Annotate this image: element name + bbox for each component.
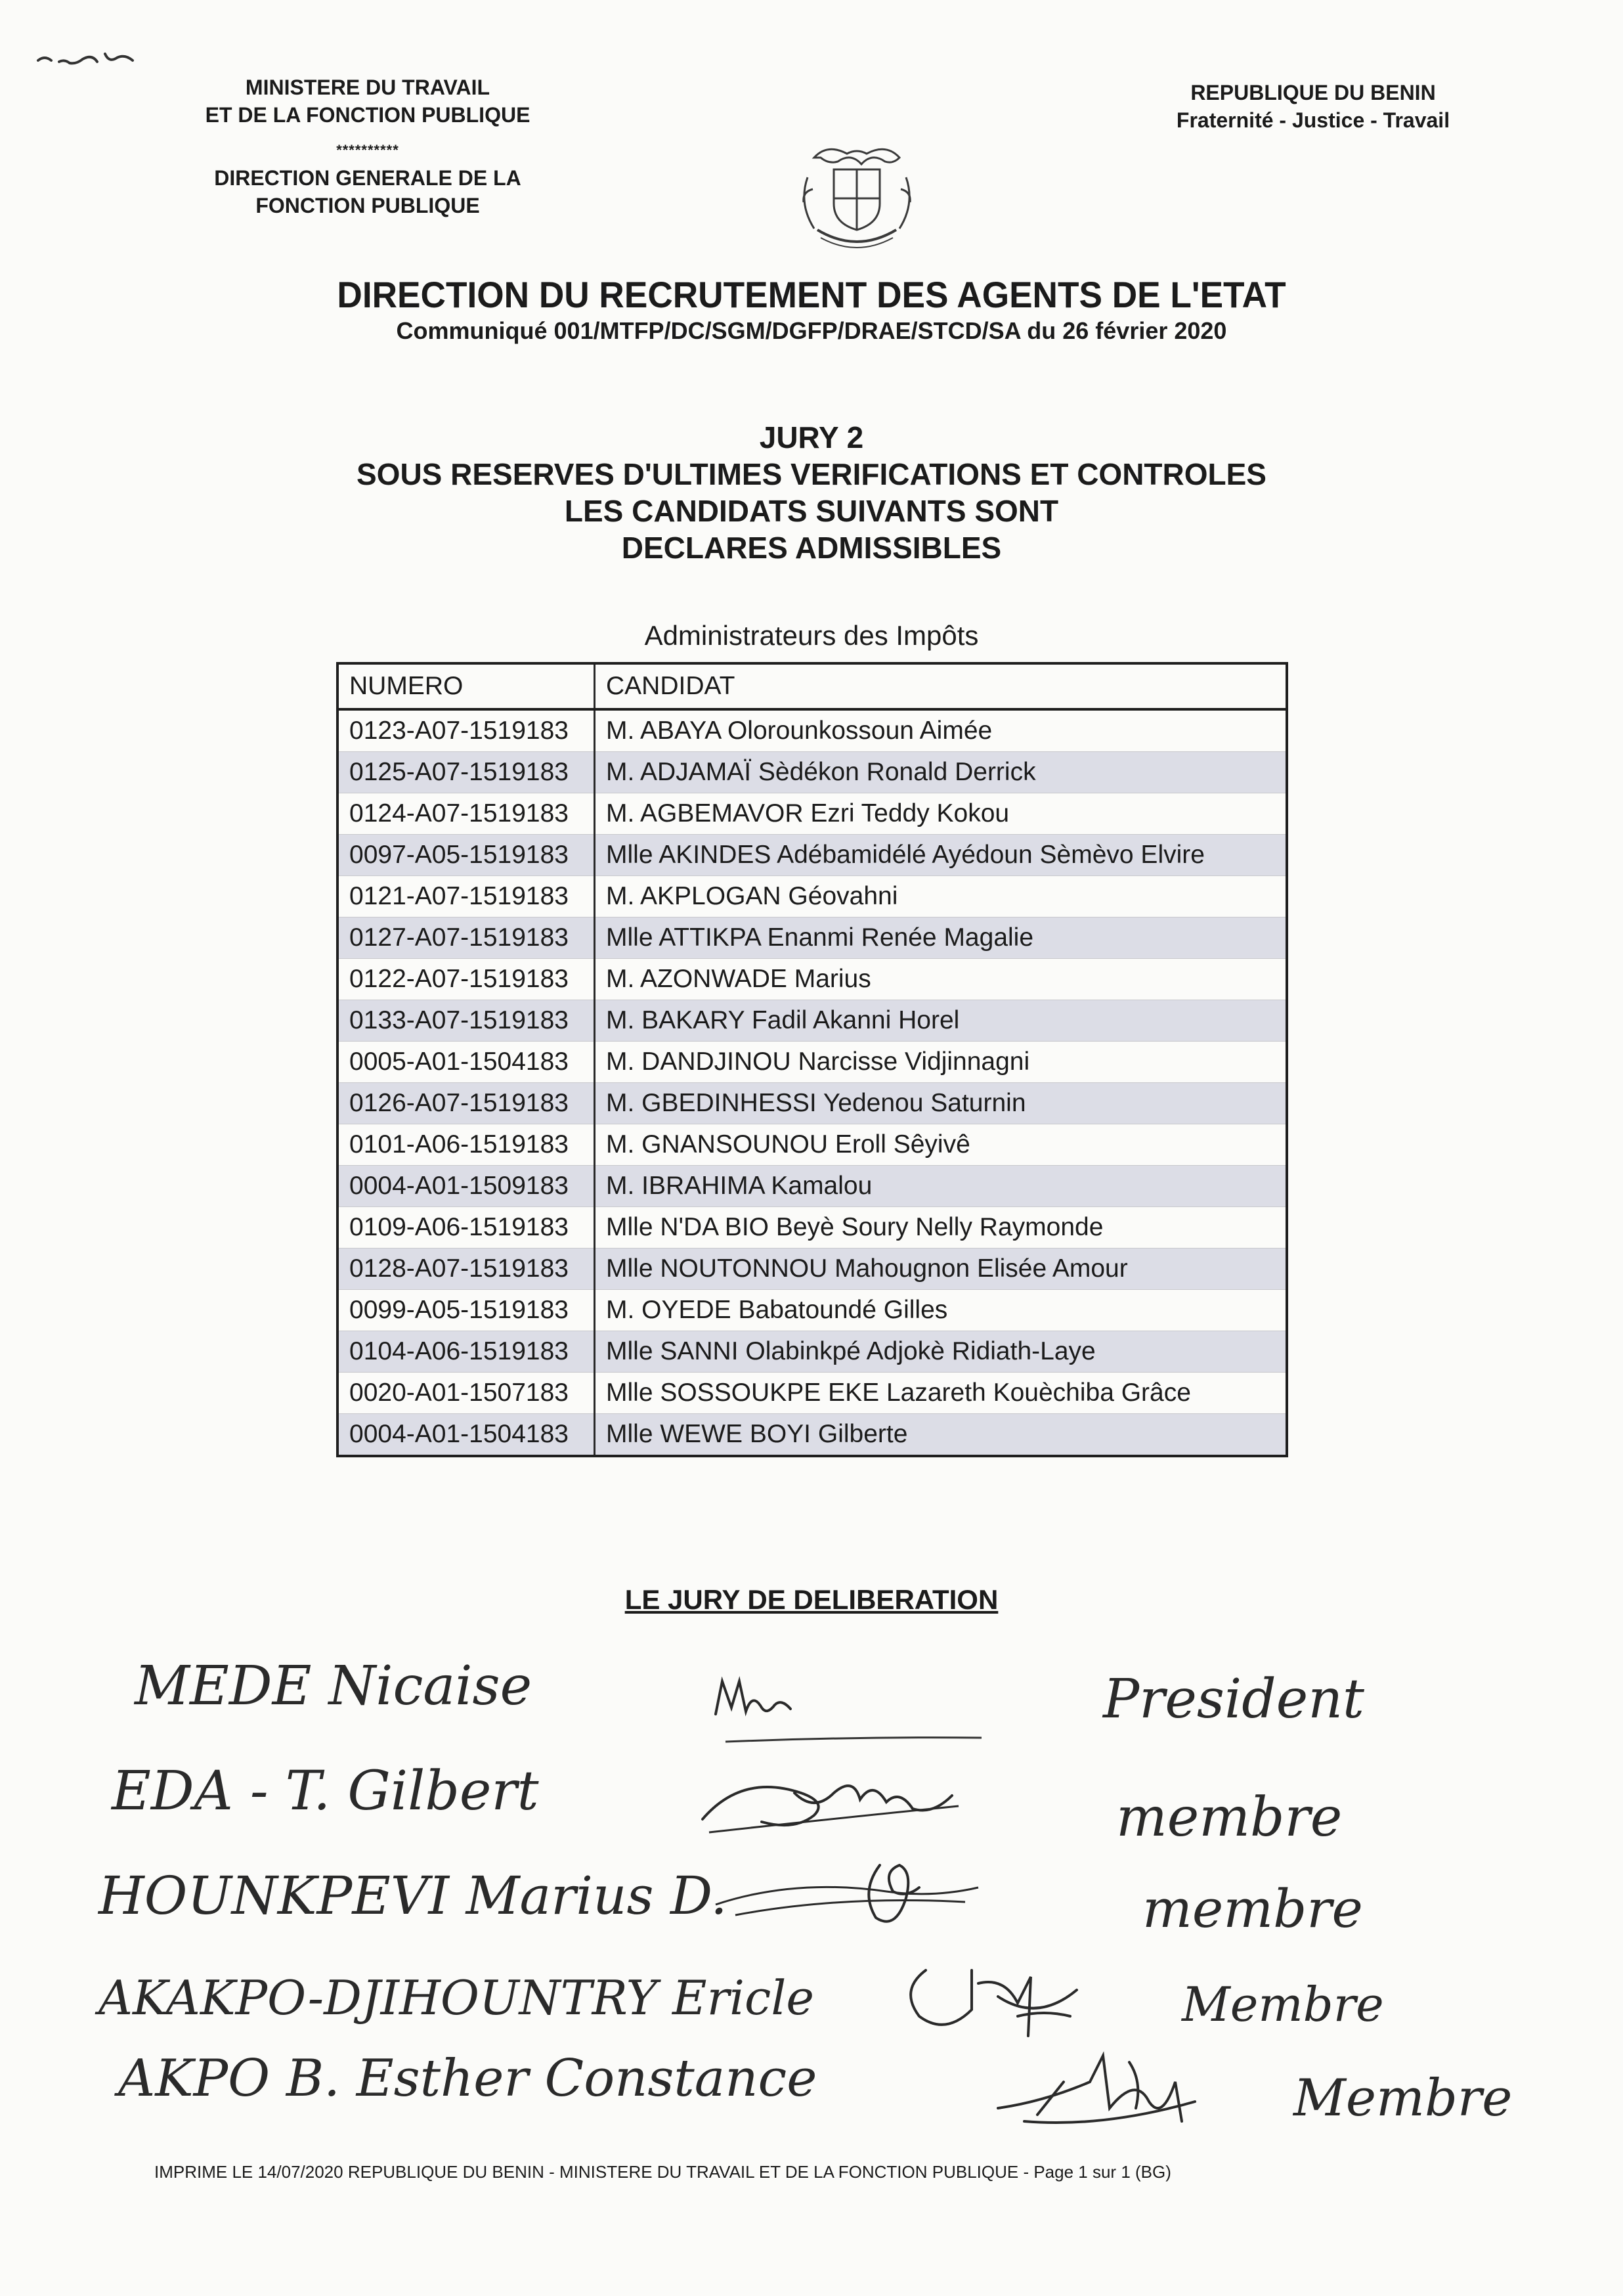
cell-candidat: M. DANDJINOU Narcisse Vidjinnagni [595,1042,1288,1083]
direction-generale-line-1: DIRECTION GENERALE DE LA [214,166,521,190]
signature-role-1: President [1103,1668,1364,1731]
cell-candidat: M. GNANSOUNOU Eroll Sêyivê [595,1124,1288,1166]
table-row [337,752,1287,793]
cell-numero: 0004-A01-1504183 [337,1414,595,1457]
signature-role-3: membre [1142,1878,1363,1939]
direction-title: DIRECTION DU RECRUTEMENT DES AGENTS DE L'ETAT [337,274,1286,315]
signature-name-1: MEDE Nicaise [135,1655,532,1717]
cell-numero: 0124-A07-1519183 [337,793,595,835]
cell-numero: 0127-A07-1519183 [337,917,595,959]
table-row [337,1083,1287,1124]
cell-candidat: M. AGBEMAVOR Ezri Teddy Kokou [595,793,1288,835]
admissible-candidates-table [336,662,1288,1457]
cell-candidat: M. IBRAHIMA Kamalou [595,1166,1288,1207]
cell-numero: 0099-A05-1519183 [337,1290,595,1331]
announcement-line-3: DECLARES ADMISSIBLES [621,531,1002,565]
cell-candidat: Mlle SANNI Olabinkpé Adjokè Ridiath-Laye [595,1331,1288,1373]
cell-numero: 0101-A06-1519183 [337,1124,595,1166]
table-row [337,835,1287,876]
announcement-line-2: LES CANDIDATS SUIVANTS SONT [564,494,1059,528]
table-row [337,1290,1287,1331]
table-row [337,1331,1287,1373]
handwritten-signature-1 [709,1668,860,1727]
cell-numero: 0123-A07-1519183 [337,709,595,752]
ministry-line-1: MINISTERE DU TRAVAIL [245,76,490,99]
cell-numero: 0004-A01-1509183 [337,1166,595,1207]
table-row [337,793,1287,835]
separator-stars: ********** [336,142,399,158]
handwritten-signature-5 [985,2036,1234,2141]
table-row [337,1207,1287,1248]
table-row [337,1166,1287,1207]
signature-role-5: Membre [1293,2069,1513,2128]
country-name: REPUBLIQUE DU BENIN [1190,81,1436,104]
cell-candidat: Mlle SOSSOUKPE EKE Lazareth Kouèchiba Grâce [595,1373,1288,1414]
cell-numero: 0005-A01-1504183 [337,1042,595,1083]
direction-generale-line-2: FONCTION PUBLIQUE [255,194,480,217]
signature-name-4: AKAKPO-DJIHOUNTRY Ericle [98,1970,815,2025]
signature-role-4: Membre [1182,1977,1384,2032]
cell-candidat: Mlle NOUTONNOU Mahougnon Elisée Amour [595,1248,1288,1290]
signature-name-3: HOUNKPEVI Marius D. [98,1865,727,1926]
handwritten-signature-4 [899,1957,1110,2049]
cell-numero: 0122-A07-1519183 [337,959,595,1000]
table-caption: Administrateurs des Impôts [644,620,979,651]
cell-numero: 0133-A07-1519183 [337,1000,595,1042]
table-row [337,1414,1287,1457]
ministry-header [151,74,584,219]
cell-numero: 0104-A06-1519183 [337,1331,595,1373]
column-header-numero: NUMERO [337,663,595,709]
cell-numero: 0128-A07-1519183 [337,1248,595,1290]
title-block [0,273,1623,345]
cell-candidat: M. BAKARY Fadil Akanni Horel [595,1000,1288,1042]
table-row [337,876,1287,917]
cell-candidat: Mlle ATTIKPA Enanmi Renée Magalie [595,917,1288,959]
table-row [337,959,1287,1000]
signature-role-2: membre [1116,1786,1343,1849]
table-row [337,1248,1287,1290]
signature-name-5: AKPO B. Esther Constance [118,2049,817,2108]
cell-candidat: Mlle WEWE BOYI Gilberte [595,1414,1288,1457]
jury-deliberation-heading: LE JURY DE DELIBERATION [624,1584,999,1615]
cell-numero: 0126-A07-1519183 [337,1083,595,1124]
table-row [337,1124,1287,1166]
cell-candidat: M. ABAYA Olorounkossoun Aimée [595,709,1288,752]
cell-candidat: M. ADJAMAÏ Sèdékon Ronald Derrick [595,752,1288,793]
table-row [337,1373,1287,1414]
ministry-line-2: ET DE LA FONCTION PUBLIQUE [205,103,530,127]
table-row [337,917,1287,959]
country-header [1129,79,1497,134]
cell-candidat: M. AZONWADE Marius [595,959,1288,1000]
cell-candidat: M. OYEDE Babatoundé Gilles [595,1290,1288,1331]
cell-numero: 0109-A06-1519183 [337,1207,595,1248]
coat-of-arms-emblem [788,138,926,256]
signature-name-2: EDA - T. Gilbert [112,1760,539,1822]
scribble-mark [33,41,164,74]
jury-number: JURY 2 [759,420,864,454]
cell-numero: 0121-A07-1519183 [337,876,595,917]
announcement-block [0,419,1623,566]
cell-numero: 0097-A05-1519183 [337,835,595,876]
announcement-line-1: SOUS RESERVES D'ULTIMES VERIFICATIONS ET CONTROLES [357,457,1266,491]
communique-reference: Communiqué 001/MTFP/DC/SGM/DGFP/DRAE/STCD/SA du 26 février 2020 [396,317,1227,344]
cell-numero: 0020-A01-1507183 [337,1373,595,1414]
cell-candidat: M. AKPLOGAN Géovahni [595,876,1288,917]
print-footer: IMPRIME LE 14/07/2020 REPUBLIQUE DU BENIN - MINISTERE DU TRAVAIL ET DE LA FONCTION PUBLIQUE - Page 1 sur 1 (BG) [154,2162,1171,2182]
underline-stroke [722,1734,985,1747]
cell-numero: 0125-A07-1519183 [337,752,595,793]
national-motto: Fraternité - Justice - Travail [1176,108,1450,132]
table-header-row [337,663,1287,709]
cell-candidat: M. GBEDINHESSI Yedenou Saturnin [595,1083,1288,1124]
cell-candidat: Mlle AKINDES Adébamidélé Ayédoun Sèmèvo Elvire [595,835,1288,876]
column-header-candidat: CANDIDAT [595,663,1288,709]
table-row [337,709,1287,752]
handwritten-signature-2 [696,1767,972,1845]
cell-candidat: Mlle N'DA BIO Beyè Soury Nelly Raymonde [595,1207,1288,1248]
handwritten-signature-3 [709,1852,985,1937]
table-row [337,1042,1287,1083]
table-row [337,1000,1287,1042]
